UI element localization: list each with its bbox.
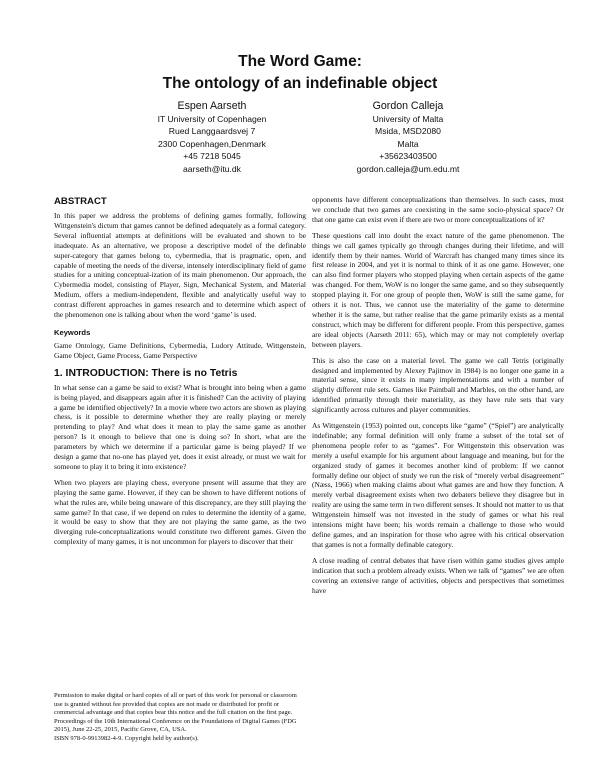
author-affiliation: IT University of Copenhagen xyxy=(157,114,267,124)
right-column xyxy=(312,195,564,601)
body-paragraph: This is also the case on a material level. The game we call Tetris (originally designed and implemented by Alexey Pajitnov in 1984) is no longer one game in a material sense, since it exists in many implementations and with a number of slightly different rule sets. Games like Paintball and Marbles, on the other hand, are identified primarily through their materiality, as they have rule sets that vary significantly across cultures and player communities. xyxy=(312,355,564,415)
author-street: Rued Langgaardsvej 7 xyxy=(168,126,256,137)
body-paragraph: opponents have different conceptualizations than themselves. In such cases, must we conclude that two games are coexisting in the same socio-physical space? Or that one game can exist even if there are two or more conceptualizations of it? xyxy=(312,195,564,224)
body-paragraph: These questions call into doubt the exact nature of the game phenomenon. The things we call games typically go through changes during their lifetime, and will identify them by their names. World of Warcraft has changed many times since its first release in 2004, and yet it is normal to think of it as one game. However, one can also find former players who stopped playing when certain aspects of the game was changed. For them, WoW is no longer the same game, and so they subsequently stopped playing it. For one group of people then, WoW is still the same game, for others it is not. Thus, we cannot use the materiality of the game to determine whether it is the same, but rather realise that the game primarily exists as a mental construct, which may be different for different people. From this perspective, games are ideal objects (Aarseth 2011: 65), which may or may not completely overlap between players. xyxy=(312,230,564,349)
author-email: aarseth@itu.dk xyxy=(183,163,241,174)
body-paragraph: As Wittgenstein (1953) pointed out, concepts like “game” (“Spiel”) are analytically indefinable; any formal definition will only frame a subset of the total set of phenomena people refer to as “games”. For Wittgenstein this observation was merely a useful example for his argument about language and meaning, but for the organized study of games it becomes another kind of problem: If we cannot formally define our object of study we run the risk of “merely verbal disagreement” (Næss, 1966) when making claims about what games are and how they function. A merely verbal disagreement exists when two debaters believe they disagree but in reality are using the same term in two different senses. It should not matter to us that Wittgenstein himself was not invested in the study of games or what his real intensions might have been; his words remain a challenge to those who would define games, and an inspiration for those who agree with his critical observation that games is not a formally definable category. xyxy=(312,421,564,549)
permission-notice xyxy=(54,692,306,744)
intro-heading: 1. INTRODUCTION: There is no Tetris xyxy=(54,367,238,379)
author-name: Espen Aarseth xyxy=(177,100,247,112)
author-email: gordon.calleja@um.edu.mt xyxy=(356,163,460,174)
paper-title-line2: The ontology of an indefinable object xyxy=(162,75,438,92)
left-column xyxy=(54,196,306,553)
keywords-heading: Keywords xyxy=(54,327,91,337)
author-affiliation: University of Malta xyxy=(372,114,444,124)
paper-title-line1: The Word Game: xyxy=(238,53,362,70)
intro-paragraph: In what sense can a game be said to exist? What is brought into being when a game is being played, and disappears again after it is finished? Can the activity of playing a game be identified objectively? In a movie where two actors are shown as playing chess, is it possible to determine whether they are really playing or merely pretending to play? And what does it mean to play the same game as another person? Is it enough to believe that one is doing so? In short, what are the parameters by which we determine if a particular game is being played? If we design a game that no-one has played yet, does it exist already, or must we wait for someone to play it to bring it into existence? xyxy=(54,382,306,471)
author-phone: +45 7218 5045 xyxy=(183,151,241,162)
body-paragraph: A close reading of central debates that have risen within game studies gives ample indication that such a problem already exists. When we talk of “games” we are often covering an extensive range of activities, objects and perspectives that sometimes have xyxy=(312,555,564,595)
intro-paragraph: When two players are playing chess, everyone present will assume that they are playing the same game. However, if they can be shown to have different notions of what the rules are, while being unaware of this discrepancy, are they still playing the same game? In that case, if we depend on rules to determine the identity of a game, it would be easy to show that they are not playing the same game, as the two diverging rule-conceptualizations would constitute two different games. Given the complexity of many games, it is not uncommon for players to discover that their xyxy=(54,477,306,547)
author-city: 2300 Copenhagen,Denmark xyxy=(158,138,266,149)
author-block-1 xyxy=(102,99,322,175)
isbn-text: ISBN 978-0-9913982-4-9. Copyright held by author(s). xyxy=(54,734,199,742)
abstract-heading: ABSTRACT xyxy=(54,196,107,207)
abstract-text: In this paper we address the problems of defining games formally, following Wittgenstein's dictum that games cannot be defined adequately as a formal category. Several influential attempts at definitions will be evaluated and shown to be inadequate. As an alternative, we propose a descriptive model of the definable super-category that games belong to, cybermedia, that is pragmatic, open, and capable of meeting the needs of the diverse, intensely interdisciplinary field of game studies for a uniting conceptual-ization of its main phenomenon. Our approach, the Cybermedia model, consisting of Player, Sign, Mechanical System, and Material Medium, offers a medium-independent, flexible and analytically useful way to contrast different approaches in games research and to determine which aspect of the phenomenon one is talking about when the word ‘game’ is used. xyxy=(54,211,306,320)
permission-text: Permission to make digital or hard copies of all or part of this work for personal or classroom use is granted without fee provided that copies are not made or distributed for profit or commercial advantage and that copies bear this notice and the full citation on the first page. xyxy=(54,692,297,717)
author-city: Malta xyxy=(397,138,419,149)
author-block-2 xyxy=(298,99,518,175)
keywords-text: Game Ontology, Game Definitions, Cybermedia, Ludory Attitude, Wittgenstein, Game Object, Game Process, Game Perspective xyxy=(54,340,306,360)
author-name: Gordon Calleja xyxy=(372,100,444,112)
author-street: Msida, MSD2080 xyxy=(375,126,441,137)
author-phone: +35623403500 xyxy=(379,151,437,162)
proceedings-text: Proceedings of the 10th International Conference on the Foundations of Digital Games (FDG 2015), June 22-25, 2015, Pacific Grove, CA, USA. xyxy=(54,717,297,734)
